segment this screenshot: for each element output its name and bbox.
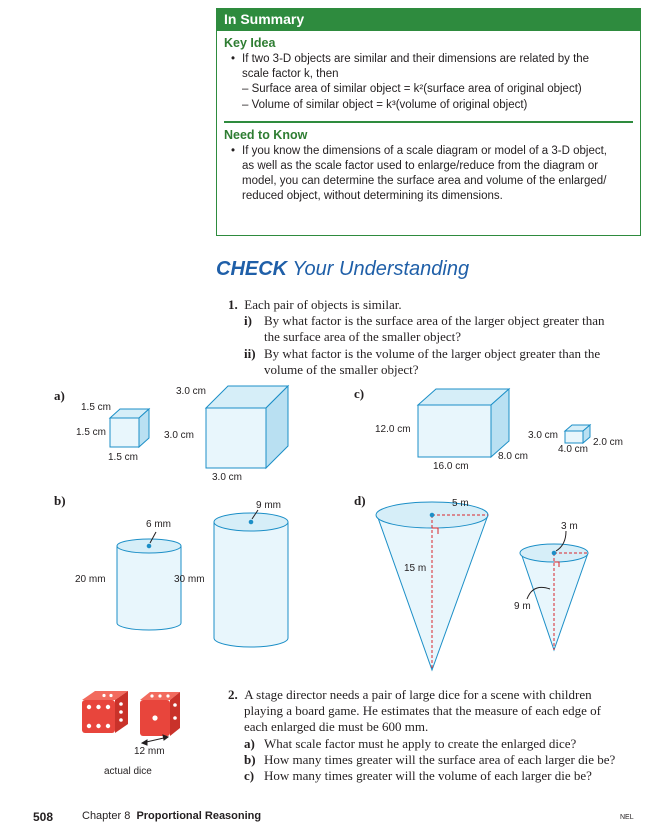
- q1-stem: 1. Each pair of objects is similar.: [228, 297, 402, 312]
- bullet-icon: •: [231, 144, 236, 157]
- cone-small-height-label: 9 m: [514, 601, 531, 612]
- q2-part-c: c) How many times greater will the volume of each larger die be?: [244, 768, 592, 783]
- large-cone: [376, 502, 488, 670]
- cube-large-top-label: 3.0 cm: [176, 386, 207, 397]
- need-to-know-bullet: • If you know the dimensions of a scale diagram or model of a 3-D object,: [231, 144, 607, 157]
- q2-line-1: 2. A stage director needs a pair of large dice for a scene with children: [228, 687, 592, 702]
- cylinder-small-radius-label: 6 mm: [146, 519, 171, 530]
- key-idea-bullet-cont: scale factor k, then: [242, 68, 339, 80]
- prism-small-depth-label: 2.0 cm: [593, 437, 624, 448]
- large-cylinder: [214, 510, 288, 647]
- page-number: 508: [33, 810, 54, 824]
- figure-b-label: b): [54, 493, 66, 508]
- cube-large-bottom-label: 3.0 cm: [212, 472, 243, 483]
- dice-edge-arrow: [142, 735, 168, 745]
- key-idea-surface-area: – Surface area of similar object = k²(surface area of original object): [242, 83, 582, 95]
- key-idea-volume: – Volume of similar object = k³(volume of original object): [242, 98, 528, 111]
- q2-line-3: each enlarged die must be 600 mm.: [244, 719, 429, 734]
- q2-line-2: playing a board game. He estimates that the measure of each edge of: [244, 703, 601, 718]
- figure-a-label: a): [54, 388, 65, 403]
- cone-large-radius-label: 5 m: [452, 498, 469, 509]
- prism-large-depth-label: 8.0 cm: [498, 451, 529, 462]
- q2-part-b: b) How many times greater will the surface area of each larger die be?: [244, 752, 616, 767]
- cube-small-top-label: 1.5 cm: [81, 402, 112, 413]
- die-right: [140, 692, 180, 736]
- cylinder-small-height-label: 20 mm: [75, 574, 106, 585]
- small-cube: [110, 409, 149, 447]
- prism-large-height-label: 12.0 cm: [375, 424, 411, 435]
- large-cube: [206, 386, 288, 468]
- q1-part-i: i) By what factor is the surface area of the larger object greater than: [244, 313, 605, 328]
- cone-small-radius-label: 3 m: [561, 521, 578, 532]
- dice-caption: actual dice: [104, 766, 152, 777]
- need-to-know-line-4: reduced object, without determining its dimensions.: [242, 189, 503, 202]
- dice-edge-label: 12 mm: [134, 746, 165, 757]
- page-footer: [0, 806, 657, 828]
- cylinder-large-radius-label: 9 mm: [256, 500, 281, 511]
- small-cylinder: [117, 532, 181, 630]
- check-heading: CHECK Your Understanding: [216, 258, 470, 280]
- key-idea-title: Key Idea: [224, 36, 276, 50]
- die-left: [82, 691, 128, 733]
- small-prism: [565, 425, 590, 443]
- publisher-mark: NEL: [620, 814, 634, 821]
- q1-part-i-cont: the surface area of the smaller object?: [264, 329, 462, 344]
- q1-part-ii-cont: volume of the smaller object?: [264, 362, 419, 377]
- q1-part-ii: ii) By what factor is the volume of the larger object greater than the: [244, 346, 601, 361]
- need-to-know-line-2: as well as the scale factor used to enlarge/reduce from the diagram or: [242, 159, 599, 172]
- cube-small-bottom-label: 1.5 cm: [108, 452, 139, 463]
- bullet-icon: •: [231, 53, 236, 65]
- prism-small-width-label: 3.0 cm: [528, 430, 559, 441]
- chapter-title: Chapter 8 Proportional Reasoning: [82, 810, 262, 822]
- cube-large-left-label: 3.0 cm: [164, 430, 195, 441]
- need-to-know-line-3: model, you can determine the surface area and volume of the enlarged/: [242, 174, 607, 187]
- small-cone: [520, 531, 588, 650]
- summary-header: In Summary: [217, 9, 640, 31]
- cone-large-height-label: 15 m: [404, 563, 427, 574]
- q2-part-a: a) What scale factor must he apply to create the enlarged dice?: [244, 736, 577, 751]
- need-to-know-title: Need to Know: [224, 127, 308, 142]
- key-idea-bullet: • If two 3-D objects are similar and their dimensions are related by the: [231, 53, 590, 65]
- large-prism: [418, 389, 509, 457]
- cylinder-large-height-label: 30 mm: [174, 574, 205, 585]
- prism-large-width-label: 16.0 cm: [433, 461, 469, 472]
- figure-d-label: d): [354, 493, 366, 508]
- figure-c-label: c): [354, 386, 365, 401]
- prism-small-height-label: 4.0 cm: [558, 444, 589, 455]
- cube-small-left-label: 1.5 cm: [76, 427, 107, 438]
